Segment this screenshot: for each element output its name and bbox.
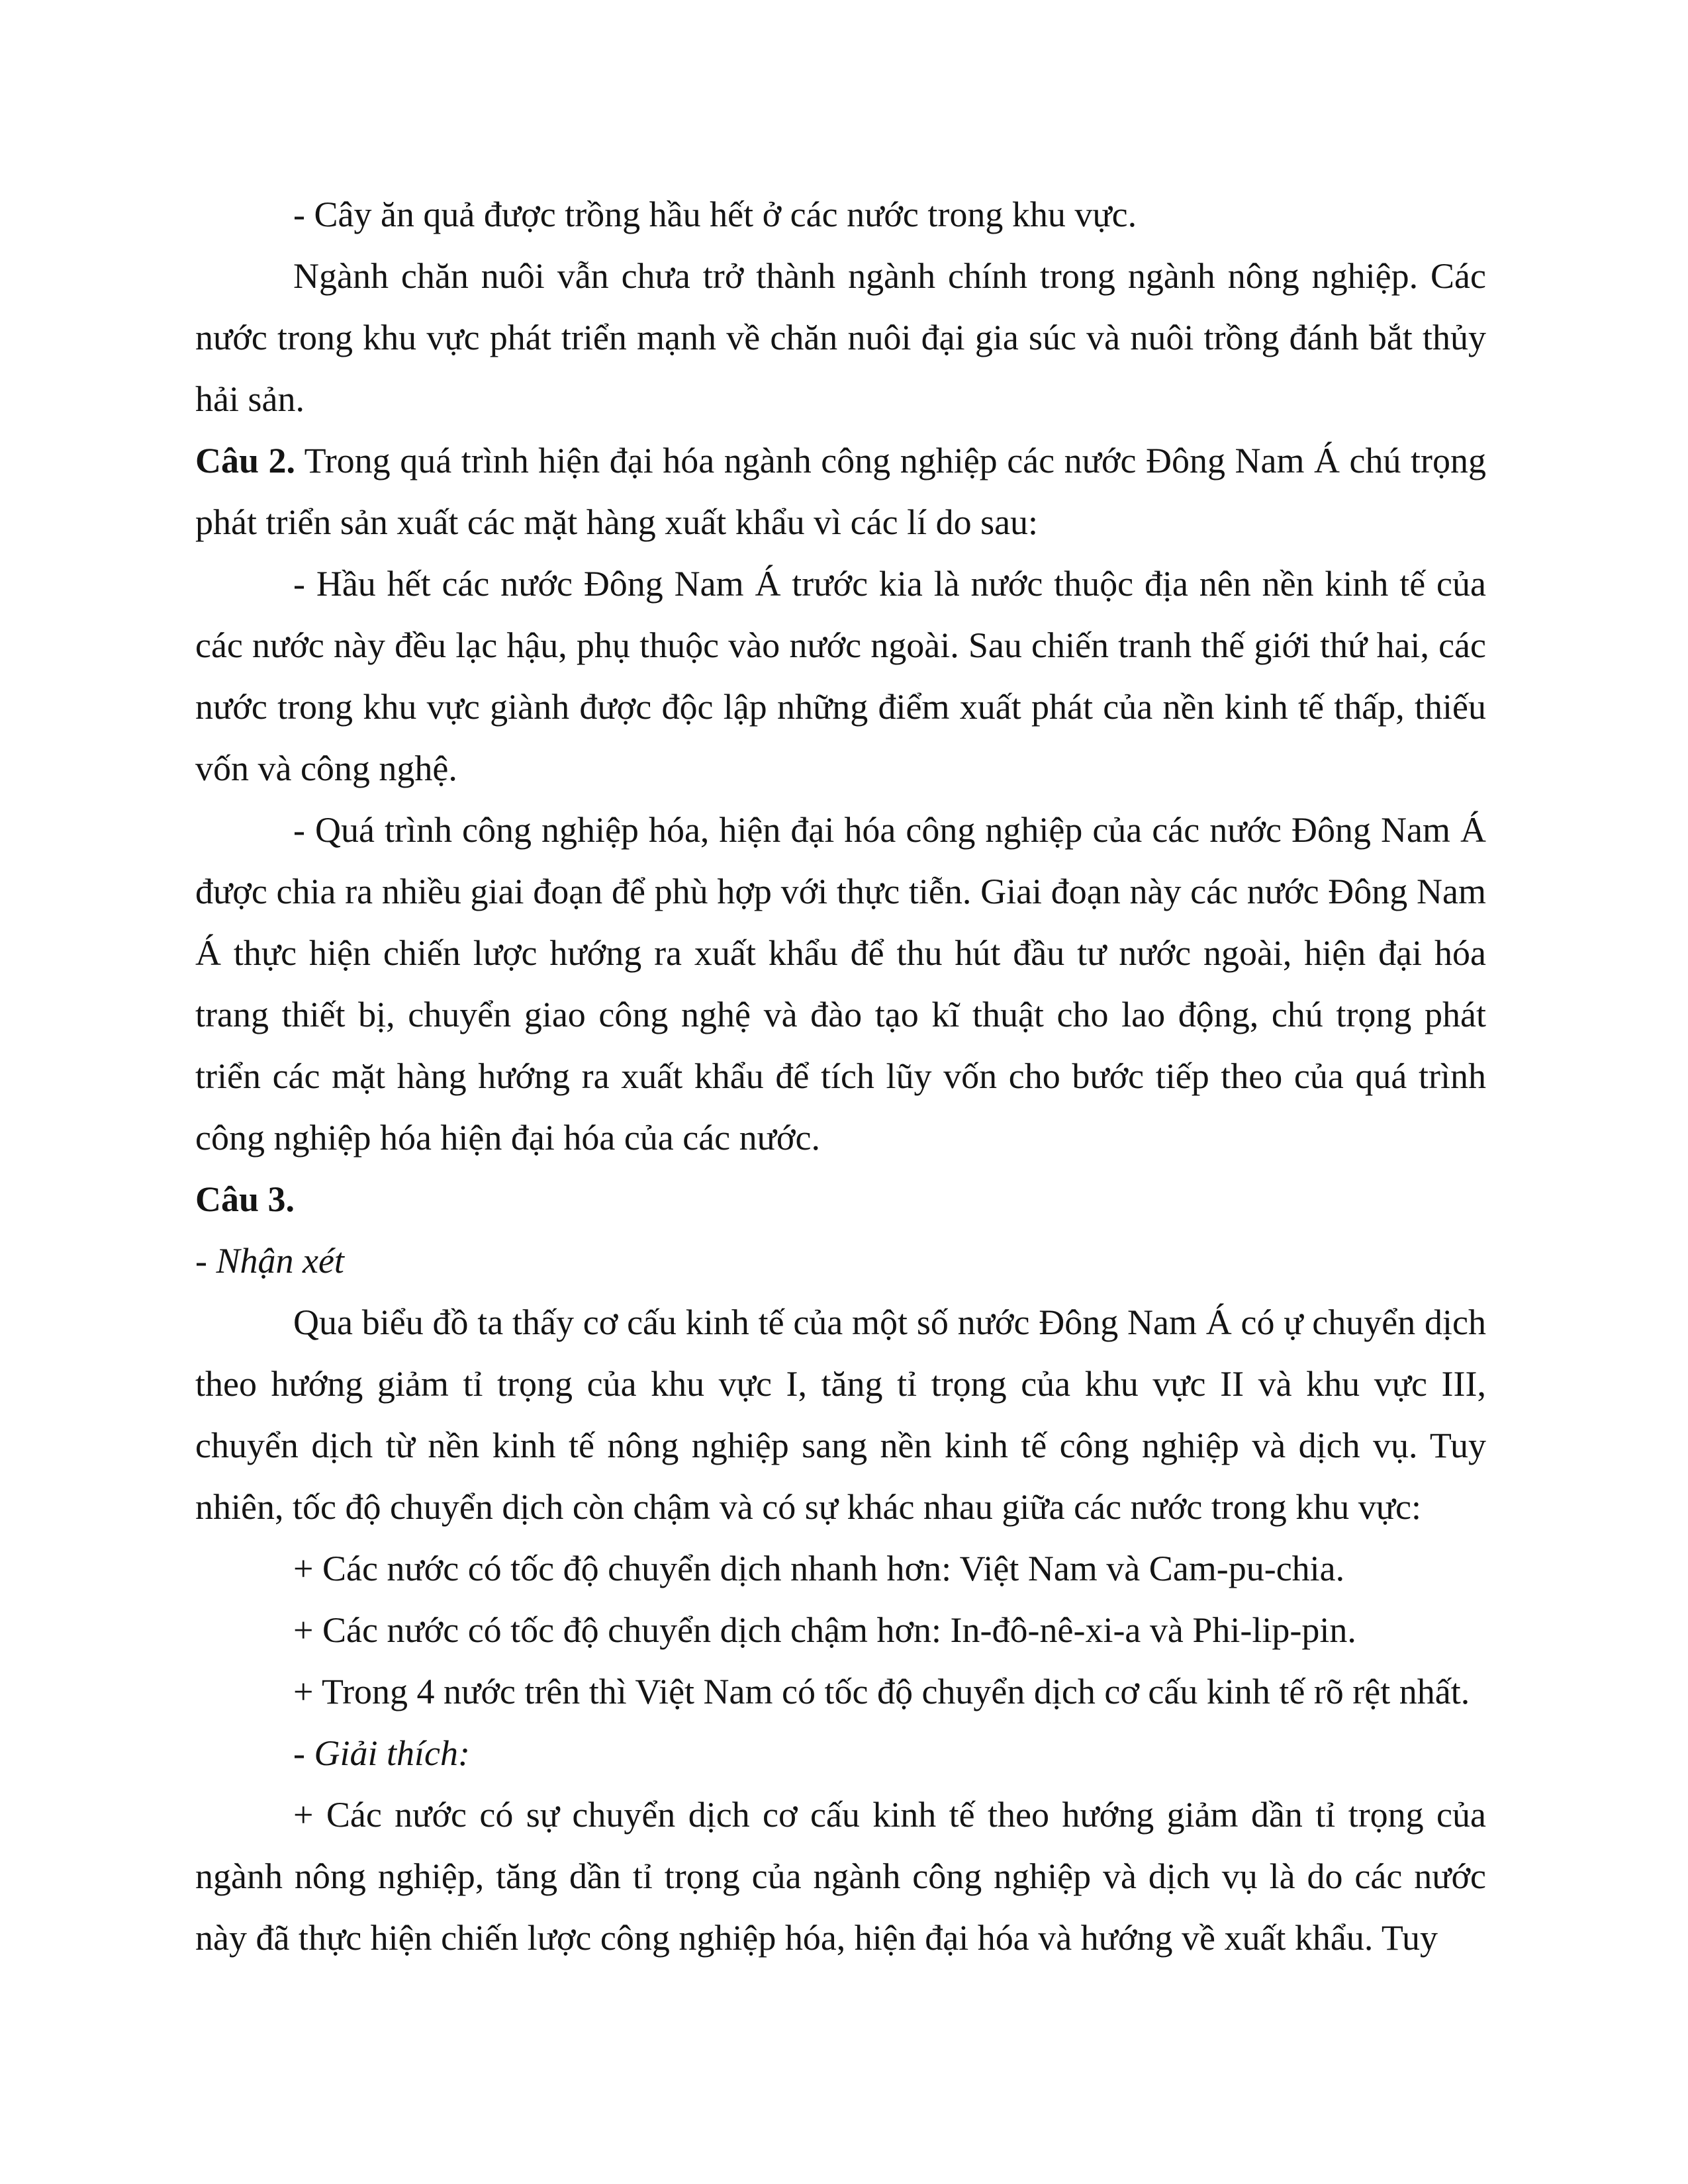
question-2-label: Câu 2. (195, 441, 296, 480)
paragraph-explanation: + Các nước có sự chuyển dịch cơ cấu kinh tế theo hướng giảm dần tỉ trọng của ngành nông nghiệp, tăng dần tỉ trọng của ngành công nghiệp và dịch vụ là do các nước này đã thực hiện chiến lược công nghiệp hóa, hiện đại hóa và hướng về xuất khẩu. Tuy (195, 1795, 1486, 1958)
remarks-heading: - Nhận xét (195, 1241, 344, 1281)
paragraph-fruit-trees: - Cây ăn quả được trồng hầu hết ở các nước trong khu vực. (293, 195, 1137, 234)
question-2 (195, 430, 1486, 553)
bullet-vietnam: + Trong 4 nước trên thì Việt Nam có tốc độ chuyển dịch cơ cấu kinh tế rõ rệt nhất. (293, 1672, 1470, 1711)
document-page (195, 184, 1486, 1969)
bullet-faster-countries: + Các nước có tốc độ chuyển dịch nhanh hơn: Việt Nam và Cam-pu-chia. (293, 1549, 1345, 1588)
paragraph-industrialization: - Quá trình công nghiệp hóa, hiện đại hóa công nghiệp của các nước Đông Nam Á được chia ra nhiều giai đoạn để phù hợp với thực tiễn. Giai đoạn này các nước Đông Nam Á thực hiện chiến lược hướng ra xuất khẩu để thu hút đầu tư nước ngoài, hiện đại hóa trang thiết bị, chuyển giao công nghệ và đào tạo kĩ thuật cho lao động, chú trọng phát triển các mặt hàng hướng ra xuất khẩu để tích lũy vốn cho bước tiếp theo của quá trình công nghiệp hóa hiện đại hóa của các nước. (195, 810, 1486, 1158)
paragraph-livestock: Ngành chăn nuôi vẫn chưa trở thành ngành chính trong ngành nông nghiệp. Các nước trong khu vực phát triển mạnh về chăn nuôi đại gia súc và nuôi trồng đánh bắt thủy hải sản. (195, 256, 1486, 419)
question-3-label: Câu 3. (195, 1179, 295, 1219)
explanation-heading: - Giải thích: (293, 1733, 470, 1773)
paragraph-colonial-history: - Hầu hết các nước Đông Nam Á trước kia là nước thuộc địa nên nền kinh tế của các nước này đều lạc hậu, phụ thuộc vào nước ngoài. Sau chiến tranh thế giới thứ hai, các nước trong khu vực giành được độc lập những điểm xuất phát của nền kinh tế thấp, thiếu vốn và công nghệ. (195, 564, 1486, 788)
question-2-text: Trong quá trình hiện đại hóa ngành công nghiệp các nước Đông Nam Á chú trọng phát triển sản xuất các mặt hàng xuất khẩu vì các lí do sau: (195, 441, 1486, 542)
paragraph-chart-remarks: Qua biểu đồ ta thấy cơ cấu kinh tế của một số nước Đông Nam Á có ự chuyển dịch theo hướng giảm tỉ trọng của khu vực I, tăng tỉ trọng của khu vực II và khu vực III, chuyển dịch từ nền kinh tế nông nghiệp sang nền kinh tế công nghiệp và dịch vụ. Tuy nhiên, tốc độ chuyển dịch còn chậm và có sự khác nhau giữa các nước trong khu vực: (195, 1302, 1486, 1527)
bullet-slower-countries: + Các nước có tốc độ chuyển dịch chậm hơn: In-đô-nê-xi-a và Phi-lip-pin. (293, 1610, 1356, 1650)
